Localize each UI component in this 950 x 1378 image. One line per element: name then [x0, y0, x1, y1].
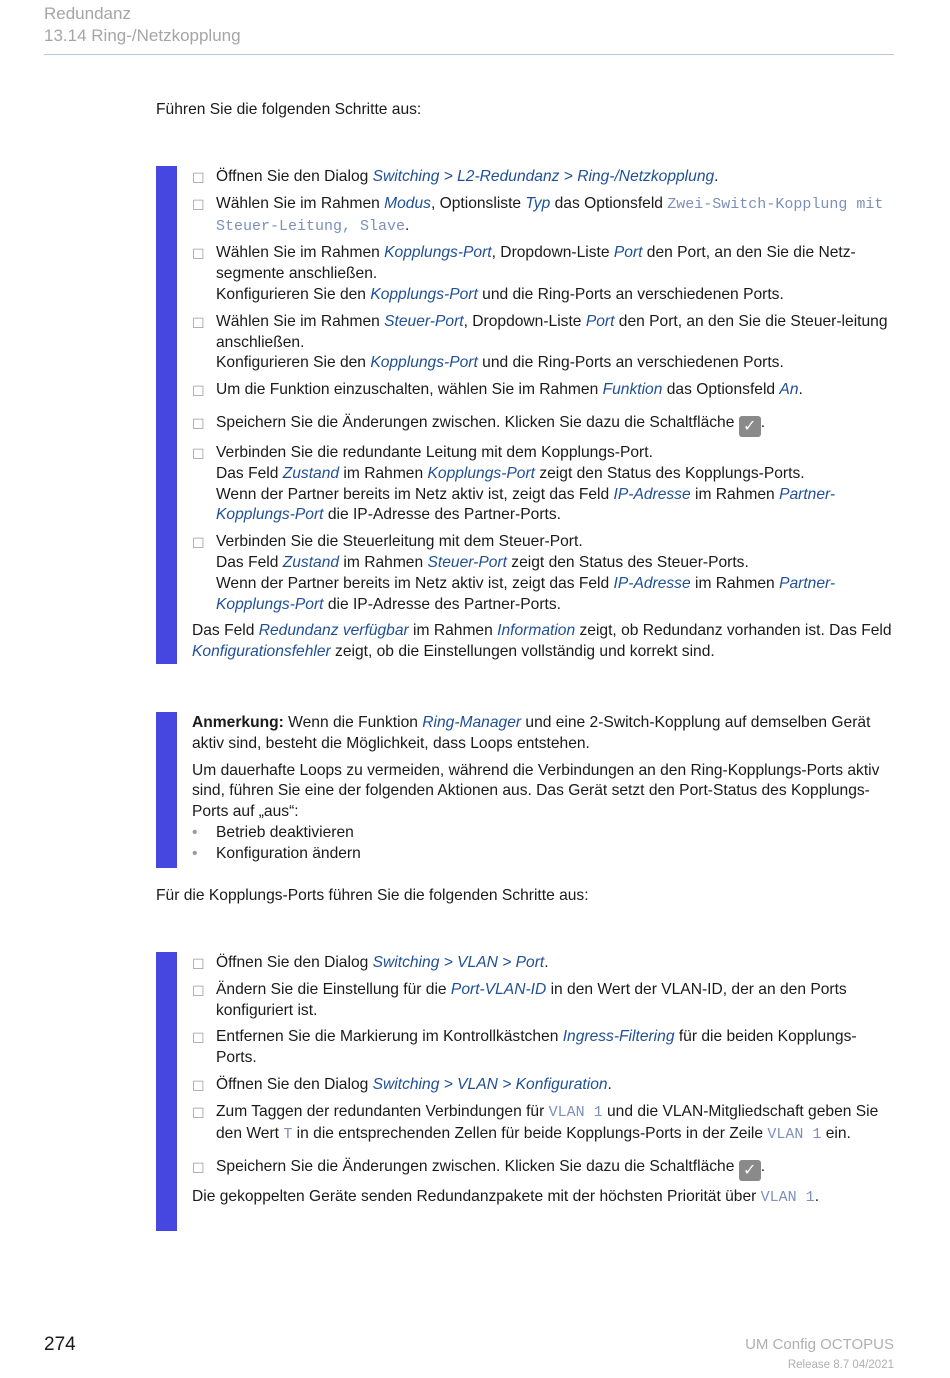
bullet-icon: • [192, 844, 198, 862]
intro-text-2: Für die Kopplungs-Ports führen Sie die folgenden Schritte aus: [156, 887, 589, 904]
checkbox-icon[interactable]: ☐ [192, 246, 205, 263]
checkbox-icon[interactable]: ☐ [192, 982, 205, 999]
step-item: ☐ Ändern Sie die Einstellung für die Port-VLAN-ID in den Wert der VLAN-ID, der an den Ports konfiguriert ist. [192, 980, 847, 1019]
checkbox-icon[interactable]: ☐ [192, 1104, 205, 1121]
step-item: ☐ Entfernen Sie die Markierung im Kontrollkästchen Ingress-Filtering für die beiden Kopplungs-Ports. [192, 1028, 857, 1067]
step-item: ☐ Speichern Sie die Änderungen zwischen. Klicken Sie dazu die Schaltfläche ✓ . [192, 1158, 766, 1180]
checkbox-icon[interactable]: ☐ [192, 383, 205, 400]
save-button-icon: ✓ [739, 416, 761, 437]
note-label: Anmerkung: [192, 714, 284, 731]
checkbox-icon[interactable]: ☐ [192, 1160, 205, 1177]
step-item: ☐ Öffnen Sie den Dialog Switching > VLAN > Port. [192, 953, 892, 974]
checkbox-icon[interactable]: ☐ [192, 956, 205, 972]
running-header [44, 3, 241, 47]
checkbox-icon[interactable]: ☐ [192, 1077, 205, 1094]
note-bar [156, 712, 177, 868]
list-item: • Konfiguration ändern [192, 844, 892, 865]
checkbox-icon[interactable]: ☐ [192, 415, 205, 432]
checkbox-icon[interactable]: ☐ [192, 445, 205, 462]
release-info: Release 8.7 04/2021 [787, 1359, 894, 1371]
result-paragraph: Die gekoppelten Geräte senden Redundanzpakete mit der höchsten Priorität über VLAN 1. [192, 1188, 820, 1207]
save-button-icon: ✓ [739, 1160, 761, 1181]
note-block: Anmerkung: Wenn die Funktion Ring-Manager und eine 2-Switch-Kopplung auf demselben Gerät aktiv sind, besteht die Möglichkeit, dass Loops entstehen. Um dauerhafte Loops zu vermeiden, während die Verbindungen an den Ring-Kopplungs-Ports aktiv sind, führen Sie eine der folgenden Aktionen aus. Das Gerät setzt den Port-Status des Kopplungs-Ports auf „aus“: • Betrieb deaktivieren • Konfiguration ändern [156, 712, 896, 868]
procedure-block-2 [156, 952, 896, 1231]
step-item: ☐ Zum Taggen der redundanten Verbindungen für VLAN 1 und die VLAN-Mitgliedschaft geben Sie den Wert T in die entsprechenden Zellen für beide Kopplungs-Ports in der Zeile VLAN 1 ein. [192, 1102, 879, 1143]
procedure-bar [156, 166, 177, 664]
document-title: UM Config OCTOPUS [745, 1336, 894, 1353]
code-value: Zwei-Switch-Kopplung mit Steuer-Leitung, Slave [216, 195, 884, 235]
step-item: ☐ Um die Funktion einzuschalten, wählen Sie im Rahmen Funktion das Optionsfeld An. [192, 380, 892, 401]
page-number: 274 [44, 1334, 76, 1355]
step-item: ☐ Wählen Sie im Rahmen Steuer-Port, Dropdown-Liste Port den Port, an den Sie die Steuer-leitung anschließen. Konfigurieren Sie den Kopplungs-Port und die Ring-Ports an verschiedenen Ports. [192, 312, 888, 372]
checkbox-icon[interactable]: ☐ [192, 1030, 205, 1047]
chapter-title: Redundanz [44, 4, 131, 23]
checkbox-icon[interactable]: ☐ [192, 170, 205, 186]
step-item: ☐ Öffnen Sie den Dialog Switching > VLAN > Konfiguration. [192, 1075, 892, 1096]
procedure-bar [156, 952, 177, 1231]
bullet-icon: • [192, 823, 198, 841]
section-title: 13.14 Ring-/Netzkopplung [44, 26, 241, 45]
intro-text-1: Führen Sie die folgenden Schritte aus: [156, 101, 422, 118]
ui-term: Switching > L2-Redundanz > Ring-/Netzkopplung [372, 168, 715, 185]
result-paragraph: Das Feld Redundanz verfügbar im Rahmen Information zeigt, ob Redundanz vorhanden ist. Das Feld Konfigurationsfehler zeigt, ob die Einstellungen vollständig und korrekt sind. [192, 622, 892, 661]
checkbox-icon[interactable]: ☐ [192, 314, 205, 331]
procedure-block-1 [156, 166, 896, 664]
step-item: ☐ Öffnen Sie den Dialog Switching > L2-Redundanz > Ring-/Netzkopplung. [192, 167, 892, 188]
list-item: • Betrieb deaktivieren [192, 823, 892, 844]
checkbox-icon[interactable]: ☐ [192, 535, 205, 552]
checkbox-icon[interactable]: ☐ [192, 196, 205, 213]
step-item: ☐ Speichern Sie die Änderungen zwischen. Klicken Sie dazu die Schaltfläche ✓ . [192, 413, 766, 435]
step-item: ☐ Wählen Sie im Rahmen Kopplungs-Port, Dropdown-Liste Port den Port, an den Sie die Netz-segmente anschließen. Konfigurieren Sie den Kopplungs-Port und die Ring-Ports an verschiedenen Ports. [192, 244, 856, 303]
step-item: ☐ Wählen Sie im Rahmen Modus, Optionsliste Typ das Optionsfeld Zwei-Switch-Kopplung mit Steuer-Leitung, Slave. [192, 194, 884, 235]
note-paragraph: Um dauerhafte Loops zu vermeiden, während die Verbindungen an den Ring-Kopplungs-Ports aktiv sind, führen Sie eine der folgenden Aktionen aus. Das Gerät setzt den Port-Status des Kopplungs-Ports auf „aus“: [192, 761, 880, 821]
step-item: ☐ Verbinden Sie die redundante Leitung mit dem Kopplungs-Port. Das Feld Zustand im Rahmen Kopplungs-Port zeigt den Status des Kopplungs-Ports. Wenn der Partner bereits im Netz aktiv ist, zeigt das Feld IP-Adresse im Rahmen Partner-Kopplungs-Port die IP-Adresse des Partner-Ports. [192, 443, 836, 524]
step-item: ☐ Verbinden Sie die Steuerleitung mit dem Steuer-Port. Das Feld Zustand im Rahmen Steuer-Port zeigt den Status des Steuer-Ports. Wenn der Partner bereits im Netz aktiv ist, zeigt das Feld IP-Adresse im Rahmen Partner-Kopplungs-Port die IP-Adresse des Partner-Ports. [192, 533, 836, 613]
header-divider [44, 54, 894, 55]
